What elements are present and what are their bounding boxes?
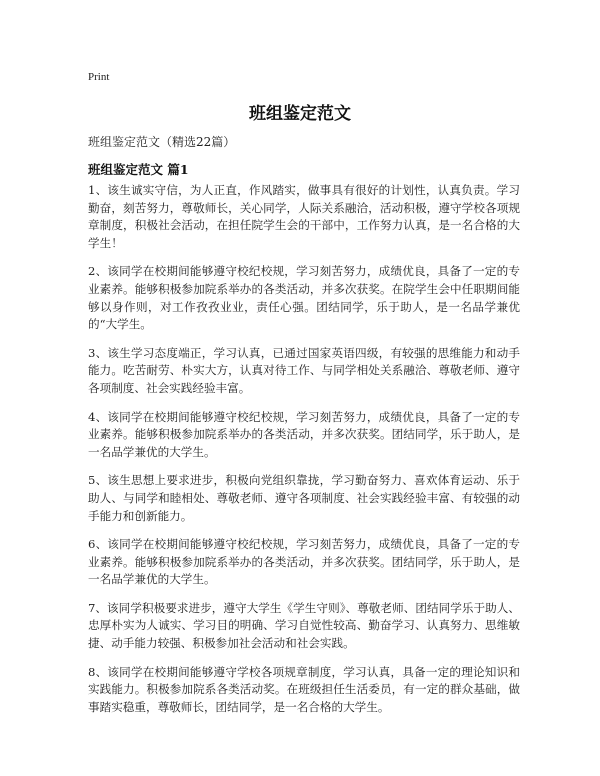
document-subtitle: 班组鉴定范文（精选22篇） bbox=[88, 135, 236, 149]
paragraph-3: 3、该生学习态度端正，学习认真，已通过国家英语四级，有较强的思维能力和动手能力。吃苦耐劳、朴实大方，认真对待工作、与同学相处关系融洽、尊敬老师、遵守各项制度、社会实践经验丰富。 bbox=[88, 345, 520, 395]
paragraph-4: 4、该同学在校期间能够遵守校纪校规，学习刻苦努力，成绩优良，具备了一定的专业素养。能够积极参加院系举办的各类活动，并多次获奖。团结同学，乐于助人，是一名品学兼优的大学生。 bbox=[88, 409, 520, 459]
print-link[interactable]: Print bbox=[88, 71, 110, 83]
paragraph-2: 2、该同学在校期间能够遵守校纪校规，学习刻苦努力，成绩优良，具备了一定的专业素养。能够积极参加院系举办的各类活动，并多次获奖。在院学生会中任职期间能够以身作则，对工作孜孜业业，责任心强。团结同学，乐于助人，是一名品学兼优的“大学生。 bbox=[88, 264, 520, 332]
paragraph-5: 5、该生思想上要求进步，积极向党组织靠拢，学习勤奋努力、喜欢体育运动、乐于助人、与同学和睦相处、尊敬老师、遵守各项制度、社会实践经验丰富、有较强的动手能力和创新能力。 bbox=[88, 473, 520, 523]
paragraph-1: 1、该生诚实守信，为人正直，作风踏实，做事具有很好的计划性，认真负责。学习勤奋，刻苦努力，尊敬师长，关心同学，人际关系融洽，活动积极，遵守学校各项规章制度，积极社会活动，在担任院学生会的干部中，工作努力认真，是一名合格的大学生！ bbox=[88, 183, 520, 250]
document-title: 班组鉴定范文 bbox=[249, 104, 351, 124]
paragraph-7: 7、该同学积极要求进步，遵守大学生《学生守则》、尊敬老师、团结同学乐于助人、忠厚朴实为人诚实、学习目的明确、学习自觉性较高、勤奋学习、认真努力、思维敏捷、动手能力较强、积极参加社会活动和社会实践。 bbox=[88, 600, 520, 651]
document-body bbox=[88, 182, 520, 727]
section-heading: 班组鉴定范文 篇1 bbox=[88, 162, 189, 177]
paragraph-6: 6、该同学在校期间能够遵守校纪校规，学习刻苦努力，成绩优良，具备了一定的专业素养。能够积极参加院系举办的各类活动，并多次获奖。团结同学，乐于助人，是一名品学兼优的大学生。 bbox=[88, 537, 520, 587]
paragraph-8: 8、该同学在校期间能够遵守学校各项规章制度，学习认真，具备一定的理论知识和实践能力。积极参加院系各类活动奖。在班级担任生活委员，有一定的群众基础，做事踏实稳重，尊敬师长，团结同学，是一名合格的大学生。 bbox=[88, 664, 520, 714]
